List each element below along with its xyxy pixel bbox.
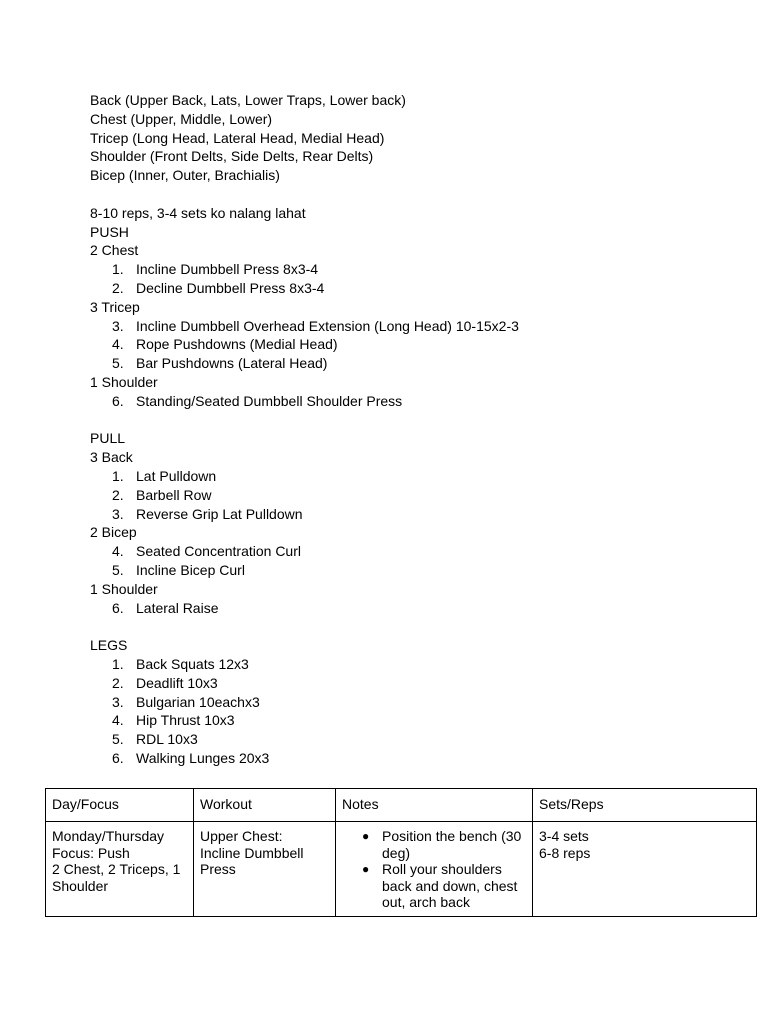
list-item [336,861,526,911]
document-body [90,91,750,768]
muscle-list [90,91,750,185]
cell-line: Position the bench (30 [382,828,522,844]
cell-line: Monday/Thursday [52,828,165,844]
cell-day-focus [46,822,194,917]
workout-table [45,788,757,917]
list-item [90,655,750,674]
item-text: Rope Pushdowns (Medial Head) [136,336,338,353]
item-text: Bulgarian 10eachx3 [136,693,260,710]
item-number: 1. [112,655,124,672]
cell-workout [194,822,336,917]
item-number: 5. [112,561,124,578]
item-text: Lateral Raise [136,599,219,616]
list-item [90,561,750,580]
legs-section [90,636,750,768]
muscle-bicep: Bicep (Inner, Outer, Brachialis) [90,167,280,184]
muscle-tricep: Tricep (Long Head, Lateral Head, Medial Head) [90,129,385,146]
item-text: Barbell Row [136,486,212,503]
cell-line: deg) [382,844,411,861]
pull-group-bicep: 2 Bicep [90,524,137,541]
cell-line: 6-8 reps [539,844,591,861]
list-item [90,505,750,524]
item-number: 3. [112,505,124,522]
list-item [90,354,750,373]
pull-group-shoulder: 1 Shoulder [90,580,158,597]
list-item [90,730,750,749]
list-item [90,542,750,561]
item-text: Deadlift 10x3 [136,674,218,691]
cell-line: back and down, chest [382,877,518,894]
push-section [90,223,750,411]
item-text: Seated Concentration Curl [136,543,301,560]
header-workout: Workout [194,789,336,822]
header-sets-reps: Sets/Reps [533,789,757,822]
legs-title: LEGS [90,637,128,654]
item-text: Bar Pushdowns (Lateral Head) [136,355,328,372]
pull-group-back: 3 Back [90,449,133,466]
cell-line: Roll your shoulders [382,861,502,877]
push-group-chest: 2 Chest [90,242,139,259]
pull-title: PULL [90,430,126,447]
list-item [90,260,750,279]
item-text: Walking Lunges 20x3 [136,749,270,766]
list-item [90,674,750,693]
item-number: 1. [112,261,124,278]
item-text: Incline Bicep Curl [136,561,245,578]
list-item [90,711,750,730]
item-number: 3. [112,317,124,334]
item-text: Incline Dumbbell Press 8x3-4 [136,261,319,278]
spacer [90,617,750,636]
push-group-tricep: 3 Tricep [90,298,140,315]
rep-note: 8-10 reps, 3-4 sets ko nalang lahat [90,204,306,221]
item-number: 1. [112,467,124,484]
cell-line: Press [200,861,236,877]
item-number: 5. [112,355,124,372]
cell-sets-reps [533,822,757,917]
item-text: Reverse Grip Lat Pulldown [136,505,303,522]
cell-line: Shoulder [52,877,109,894]
header-notes: Notes [336,789,533,822]
item-text: Hip Thrust 10x3 [136,712,235,729]
list-item [90,467,750,486]
item-number: 2. [112,279,124,296]
item-number: 2. [112,674,124,691]
cell-notes [336,822,533,917]
item-text: RDL 10x3 [136,731,198,748]
table-header-row [46,789,757,822]
spacer [90,185,750,204]
item-text: Incline Dumbbell Overhead Extension (Long Head) 10-15x2-3 [136,317,519,334]
item-number: 6. [112,599,124,616]
item-number: 3. [112,693,124,710]
item-text: Lat Pulldown [136,467,217,484]
spacer [90,411,750,430]
list-item [90,599,750,618]
item-number: 4. [112,336,124,353]
item-number: 5. [112,731,124,748]
header-day-focus: Day/Focus [46,789,194,822]
item-text: Decline Dumbbell Press 8x3-4 [136,279,325,296]
list-item [90,486,750,505]
table-row [46,822,757,917]
cell-line: Upper Chest: [200,828,283,844]
push-title: PUSH [90,223,129,240]
item-text: Back Squats 12x3 [136,655,249,672]
item-number: 4. [112,543,124,560]
bullet-icon: ● [362,829,370,843]
list-item [90,693,750,712]
item-number: 6. [112,392,124,409]
notes-list [336,828,526,911]
item-number: 2. [112,486,124,503]
push-group-shoulder: 1 Shoulder [90,373,158,390]
cell-line: Focus: Push [52,844,130,861]
muscle-shoulder: Shoulder (Front Delts, Side Delts, Rear Delts) [90,148,374,165]
cell-line: Incline Dumbbell [200,844,304,861]
muscle-chest: Chest (Upper, Middle, Lower) [90,110,273,127]
muscle-back: Back (Upper Back, Lats, Lower Traps, Lower back) [90,92,406,108]
cell-line: 2 Chest, 2 Triceps, 1 [52,861,181,877]
list-item [90,392,750,411]
list-item [336,828,526,861]
item-number: 4. [112,712,124,729]
cell-line: out, arch back [382,894,470,910]
list-item [90,749,750,768]
item-text: Standing/Seated Dumbbell Shoulder Press [136,392,403,409]
list-item [90,317,750,336]
bullet-icon: ● [362,862,370,876]
pull-section [90,429,750,617]
cell-line: 3-4 sets [539,828,589,844]
list-item [90,335,750,354]
item-number: 6. [112,749,124,766]
list-item [90,279,750,298]
